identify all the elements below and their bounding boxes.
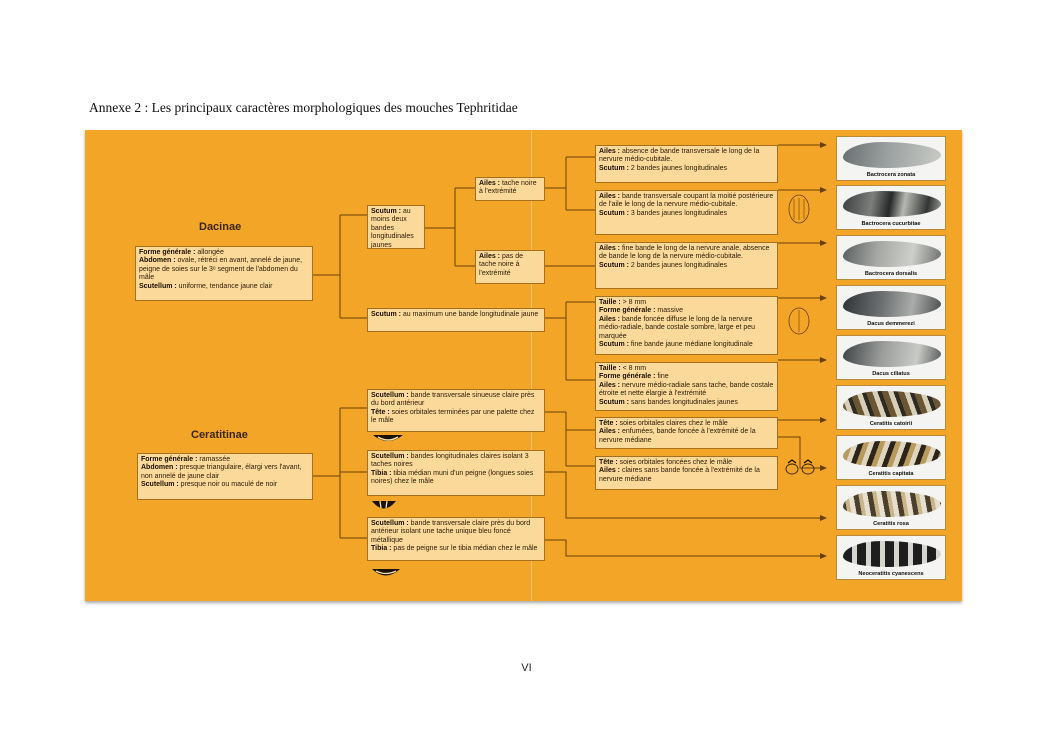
heading-dacinae: Dacinae [199, 221, 242, 233]
scutellum-single-spot-icon [371, 567, 401, 579]
leaf-ceratitis-capitata: Tête : soies orbitales foncées chez le mâle Ailes : claires sans bande foncée à l'extrémité de la nervure médiane [595, 456, 778, 490]
wing-photo-ceratitis-capitata: Ceratitis capitata [836, 435, 946, 480]
annex-caption: Annexe 2 : Les principaux caractères morphologiques des mouches Tephritidae [89, 100, 518, 115]
leaf-ceratitis-catoirii: Tête : soies orbitales claires chez le mâle Ailes : enfumées, bande foncée à l'extrémité de la nervure médiane [595, 417, 778, 449]
page-number: VI [521, 662, 532, 674]
wing-photo-dacus-demmerezi: Dacus demmerezi [836, 285, 946, 330]
ceratitinae-branch-2: Scutellum : bandes longitudinales claires isolant 3 taches noires Tibia : tibia médian muni d'un peigne (longues soies noires) chez le mâle [367, 450, 545, 496]
leaf-bactrocera-zonata: Ailes : absence de bande transversale le long de la nervure médio-cubitale. Scutum : 2 bandes jaunes longitudinales [595, 145, 778, 183]
leaf-bactrocera-dorsalis: Ailes : fine bande le long de la nervure anale, absence de bande le long de la nervure médio-cubitale. Scutum : 2 bandes jaunes longitudinales [595, 242, 778, 289]
wing-photo-ceratitis-rosa: Ceratitis rosa [836, 485, 946, 530]
leaf-bactrocera-cucurbitae: Ailes : bande transversale coupant la moitié postérieure de l'aile le long de la nervure médio-cubitale. Scutum : 3 bandes jaunes longitudinales [595, 190, 778, 235]
scutum-max-box: Scutum : au maximum une bande longitudinale jaune [367, 308, 545, 332]
leaf-dacus-ciliatus: Taille : < 8 mm Forme générale : fine Ailes : nervure médio-radiale sans tache, bande costale étroite et nette élargie à l'extrémité Scutum : sans bandes longitudinales jaunes [595, 362, 778, 411]
wing-photo-bactrocera-dorsalis: Bactrocera dorsalis [836, 235, 946, 280]
wing-photo-dacus-ciliatus: Dacus ciliatus [836, 335, 946, 380]
wing-photo-bactrocera-cucurbitae: Bactrocera cucurbitae [836, 185, 946, 230]
wing-photo-bactrocera-zonata: Bactrocera zonata [836, 136, 946, 181]
head-bristles-icon [783, 459, 817, 477]
ailes-pas-box: Ailes : pas de tache noire à l'extrémité [475, 250, 545, 284]
ceratitinae-characters-box: Forme générale : ramassée Abdomen : presque triangulaire, élargi vers l'avant, non annelé de jaune clair Scutellum : presque noir ou maculé de noir [137, 453, 313, 500]
wing-photo-ceratitis-catoirii: Ceratitis catoirii [836, 385, 946, 430]
scutellum-three-spots-icon [371, 500, 397, 513]
leaf-dacus-demmerezi: Taille : > 8 mm Forme générale : massive Ailes : bande foncée diffuse le long de la nervure médio-radiale, bande costale sombre, large et peu marquée Scutum : fine bande jaune médiane longitudinale [595, 296, 778, 355]
ceratitinae-branch-3: Scutellum : bande transversale claire près du bord antérieur isolant une tache unique bleu foncé métallique Tibia : pas de peigne sur le tibia médian chez le mâle [367, 517, 545, 561]
dacinae-characters-box: Forme générale : allongée Abdomen : ovale, rétréci en avant, annelé de jaune, peigne de soies sur le 3ᵉ segment de l'abdomen du mâle Scutellum : uniforme, tendance jaune clair [135, 246, 313, 301]
thorax-outline-icon-2 [787, 306, 811, 336]
ailes-tache-box: Ailes : tache noire à l'extrémité [475, 177, 545, 201]
ceratitinae-branch-1: Scutellum : bande transversale sinueuse claire près du bord antérieur Tête : soies orbitales terminées par une palette chez le mâle [367, 389, 545, 432]
heading-ceratitinae: Ceratitinae [191, 429, 248, 441]
wing-photo-neoceratitis-cyanescens: Neoceratitis cyanescens [836, 535, 946, 580]
thorax-outline-icon [787, 193, 811, 225]
scutum-bands-box: Scutum : au moins deux bandes longitudinales jaunes [367, 205, 425, 249]
scutellum-sinuous-band-icon [371, 433, 405, 445]
